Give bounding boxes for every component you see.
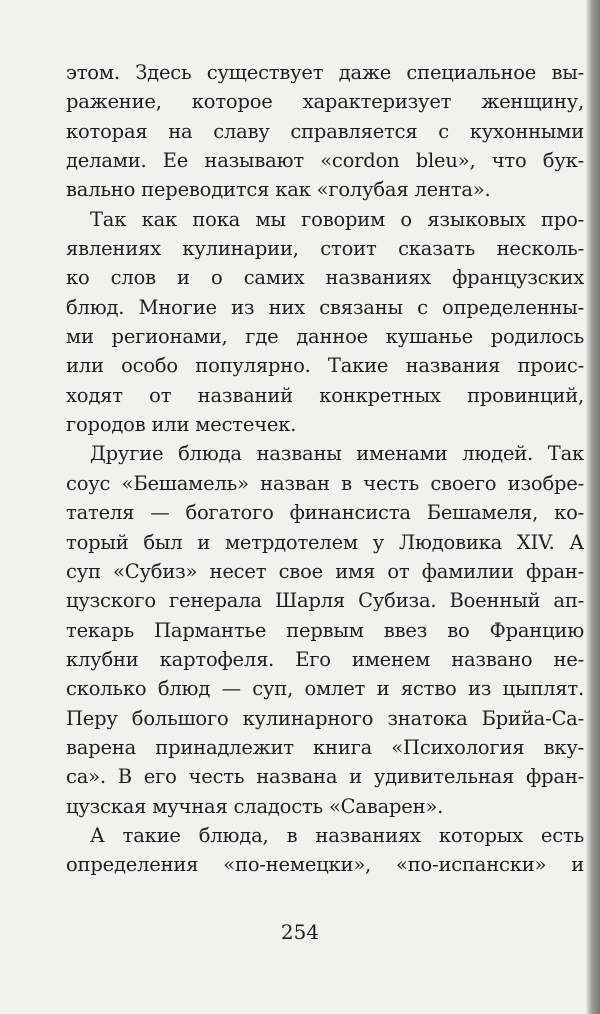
text-line: делами. Ее называют «cordon bleu», что бук-: [66, 149, 584, 173]
text-line: варена принадлежит книга «Психология вку-: [66, 735, 584, 759]
text-line: этом. Здесь существует даже специальное вы-: [66, 61, 584, 84]
text-line: соус «Бешамель» назван в честь своего изобре-: [66, 471, 584, 495]
text-line: Перу большого кулинарного знатока Брийа-Са-: [66, 706, 584, 730]
text-line: которая на славу справляется с кухонными: [66, 119, 584, 143]
text-line: ми регионами, где данное кушанье родилось: [66, 325, 584, 349]
text-line: Так как пока мы говорим о языковых про-: [90, 207, 584, 231]
text-line: ходят от названий конкретных провинций,: [66, 383, 584, 407]
paragraph: [66, 58, 584, 205]
text-line: цузского генерала Шарля Субиза. Военный ап-: [66, 589, 584, 613]
page-number: 254: [280, 920, 320, 944]
text-line: суп «Субиз» несет свое имя от фамилии фран-: [66, 559, 584, 583]
text-line: городов или местечек.: [66, 413, 297, 437]
page-body-text: [66, 58, 584, 880]
text-line: ражение, которое характеризует женщину,: [66, 90, 584, 114]
text-line: торый был и метрдотелем у Людовика XIV. А: [66, 530, 584, 554]
text-line: сколько блюд — суп, омлет и яство из цыплят.: [66, 677, 584, 701]
text-line: или особо популярно. Такие названия проис-: [66, 354, 584, 378]
text-line: са». В его честь названа и удивительная фран-: [66, 765, 584, 789]
text-line: ко слов и о самих названиях французских: [66, 266, 584, 290]
text-line: текарь Пармантье первым ввез во Францию: [66, 618, 584, 642]
paragraph: [66, 439, 584, 820]
text-line: явлениях кулинарии, стоит сказать несколь-: [66, 237, 584, 261]
text-line: блюд. Многие из них связаны с определенны-: [66, 295, 584, 319]
text-line: клубни картофеля. Его именем названо не-: [66, 647, 584, 671]
text-line: цузская мучная сладость «Саварен».: [66, 794, 444, 818]
text-line: Другие блюда названы именами людей. Так: [90, 442, 584, 466]
text-line: определения «по-немецки», «по-испански» и: [66, 853, 584, 877]
text-line: вально переводится как «голубая лента».: [66, 178, 491, 202]
text-line: тателя — богатого финансиста Бешамеля, ко-: [66, 501, 584, 525]
text-line: А такие блюда, в названиях которых есть: [90, 823, 584, 847]
paragraph: [66, 821, 584, 880]
page-edge-shadow: [586, 0, 600, 1014]
paragraph: [66, 205, 584, 440]
